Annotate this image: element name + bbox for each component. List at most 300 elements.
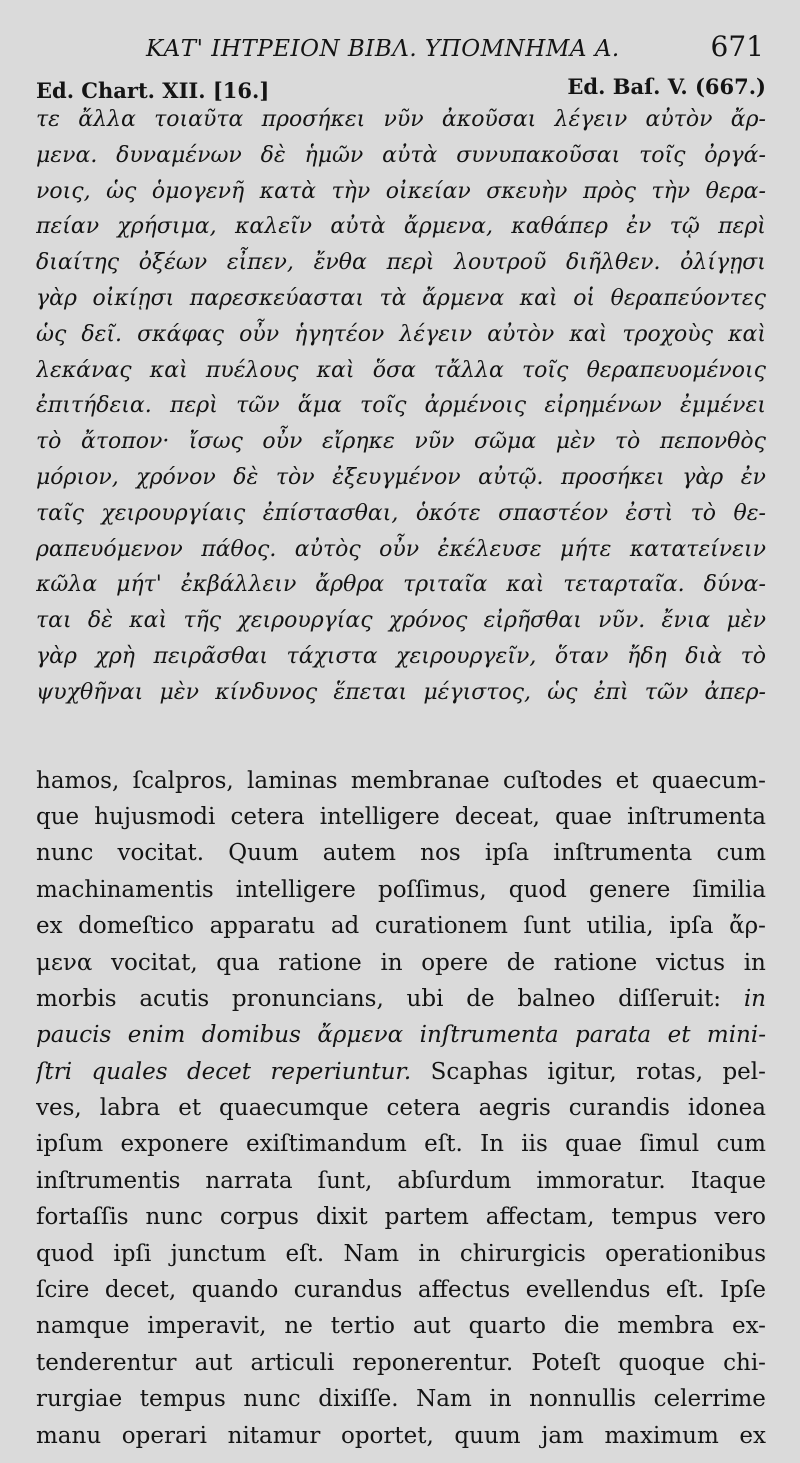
- greek-word: θερα-: [705, 178, 766, 204]
- latin-word: quaecumque: [219, 1095, 369, 1122]
- greek-text-line: [36, 532, 766, 568]
- greek-word: λεκάνας: [36, 357, 132, 383]
- greek-line-words: [36, 603, 766, 639]
- greek-word: τὸ: [740, 643, 766, 669]
- latin-word: enim: [127, 1022, 186, 1049]
- latin-word: balneo: [517, 985, 596, 1012]
- latin-word: autem: [322, 840, 396, 867]
- latin-word: ipſa: [484, 840, 530, 867]
- latin-word: iis: [521, 1131, 548, 1158]
- greek-word: χρόνος: [388, 608, 468, 634]
- latin-word: dixiſſe.: [318, 1386, 399, 1413]
- greek-word: λουτροῦ: [454, 250, 547, 276]
- greek-word: χειρουργίαις: [101, 500, 246, 526]
- greek-word: τάχιστα: [286, 643, 378, 669]
- greek-word: θεραπευομένοις: [586, 357, 766, 383]
- greek-word: καὶ: [519, 285, 558, 311]
- latin-word: membranae: [350, 767, 490, 794]
- greek-word: ἔνια: [661, 608, 711, 634]
- greek-line-words: [36, 567, 766, 603]
- greek-word: ἐπιτήδεια.: [36, 393, 152, 419]
- latin-word: immoratur.: [536, 1167, 666, 1194]
- greek-word: τὴν: [331, 178, 371, 204]
- latin-word: membra: [617, 1313, 715, 1340]
- latin-word: morbis: [36, 985, 117, 1012]
- latin-word: qua: [216, 949, 260, 976]
- greek-word: τῶν: [644, 679, 689, 705]
- greek-word: ἅμα: [297, 393, 342, 419]
- greek-word: ταῖς: [36, 500, 84, 526]
- greek-line-words: [36, 102, 766, 138]
- greek-line-words: [36, 209, 766, 245]
- greek-word: κατὰ: [259, 178, 316, 204]
- greek-line-words: [36, 496, 766, 532]
- latin-word: labra: [99, 1095, 161, 1122]
- greek-word: ὁμογενῆ: [151, 178, 245, 204]
- greek-word: παρεσκεύασται: [189, 285, 364, 311]
- greek-word: ὀργά-: [704, 142, 766, 168]
- greek-word: μήτε: [559, 536, 612, 562]
- latin-word: ne: [284, 1313, 313, 1340]
- latin-text-block: [36, 763, 766, 1454]
- latin-word: inſtrumentis: [36, 1167, 181, 1194]
- greek-word: ραπευόμενον: [36, 536, 183, 562]
- latin-line-words: [36, 1054, 766, 1090]
- latin-word: de: [506, 949, 536, 976]
- latin-word: hujusmodi: [94, 803, 216, 830]
- latin-word: utilia,: [586, 913, 654, 940]
- greek-word: τοιαῦτα: [154, 107, 244, 132]
- greek-word: οὖν: [262, 429, 303, 455]
- greek-word: αὐτὸν: [645, 107, 713, 132]
- latin-word: Itaque: [690, 1167, 766, 1194]
- greek-word: προσήκει: [560, 464, 665, 490]
- greek-line-words: [36, 353, 766, 389]
- greek-word: νῦν.: [598, 608, 646, 634]
- greek-word: ἀπερ-: [704, 679, 766, 705]
- latin-word: domeſtico: [78, 913, 195, 940]
- latin-word: ſcalpros,: [132, 767, 234, 794]
- greek-word: μόριον,: [36, 464, 119, 490]
- latin-text-line: [36, 945, 766, 981]
- greek-word: εἰρημένων: [544, 393, 662, 419]
- greek-word: σπαστέον: [498, 500, 609, 526]
- latin-word: reperiuntur.: [270, 1058, 412, 1085]
- greek-word: πειρᾶσθαι: [153, 643, 268, 669]
- latin-word: oportet,: [340, 1422, 434, 1449]
- latin-word: pel-: [722, 1058, 766, 1085]
- greek-word: ἄρθρα: [315, 572, 385, 598]
- greek-text-line: [36, 209, 766, 245]
- greek-word: εἴρηκε: [321, 429, 395, 455]
- greek-word: ἡμῶν: [304, 142, 364, 168]
- latin-word: cetera: [230, 803, 305, 830]
- greek-word: χειρουργίας: [237, 608, 373, 634]
- greek-word: χειρουργεῖν,: [396, 643, 537, 669]
- latin-word: exiſtimandum: [246, 1131, 407, 1158]
- greek-word: γὰρ: [682, 464, 724, 490]
- latin-line-words: [36, 835, 766, 871]
- latin-word: Quum: [228, 840, 299, 867]
- greek-line-words: [36, 317, 766, 353]
- latin-word: nos: [420, 840, 461, 867]
- latin-word: partem: [384, 1204, 469, 1231]
- latin-word: igitur,: [547, 1058, 617, 1085]
- latin-word: poſſimus,: [377, 876, 487, 903]
- latin-text-line: [36, 1381, 766, 1417]
- greek-word: θε-: [733, 500, 766, 526]
- latin-text-line: [36, 763, 766, 799]
- greek-word: ἐμμένει: [679, 393, 766, 419]
- greek-word: καὶ: [129, 608, 168, 634]
- latin-word: pronuncians,: [231, 985, 384, 1012]
- greek-text-line: [36, 460, 766, 496]
- latin-line-words: [36, 1345, 766, 1381]
- latin-word: affectus: [417, 1277, 511, 1304]
- latin-word: que: [36, 803, 80, 830]
- latin-line-words: [36, 1090, 766, 1126]
- greek-word: καὶ: [506, 572, 545, 598]
- latin-word: ſimul: [639, 1131, 700, 1158]
- latin-word: et: [178, 1095, 202, 1122]
- latin-word: ἄρμενα: [317, 1022, 404, 1049]
- latin-word: inſtrumenta: [419, 1022, 559, 1049]
- latin-word: et: [615, 767, 639, 794]
- latin-word: manu: [36, 1422, 102, 1449]
- greek-word: δὲ: [260, 142, 286, 168]
- greek-word: νῦν: [383, 107, 424, 132]
- latin-word: Scaphas: [430, 1058, 529, 1085]
- greek-word: ἐστὶ: [625, 500, 674, 526]
- latin-word: ſunt: [523, 913, 571, 940]
- greek-word: εἰρῆσθαι: [483, 608, 582, 634]
- greek-word: πεπονθὸς: [659, 429, 766, 455]
- edition-chart-reference: Ed. Chart. XII. [16.]: [36, 78, 270, 103]
- latin-word: vocitat.: [117, 840, 205, 867]
- greek-line-words: [36, 639, 766, 675]
- greek-text-line: [36, 567, 766, 603]
- latin-word: opere: [421, 949, 489, 976]
- latin-word: eſt.: [285, 1240, 325, 1267]
- greek-word: πάθος.: [201, 536, 277, 562]
- greek-word: οὖν: [379, 536, 420, 562]
- latin-word: ad: [330, 913, 360, 940]
- greek-word: ψυχθῆναι: [36, 679, 144, 705]
- greek-word: περὶ: [170, 393, 218, 419]
- greek-word: νοις,: [36, 178, 91, 204]
- greek-word: οἰκείαν: [385, 178, 471, 204]
- greek-word: ἄρμενα,: [403, 214, 493, 240]
- latin-word: victus: [655, 949, 726, 976]
- latin-text-line: [36, 1199, 766, 1235]
- latin-word: reponerentur.: [352, 1349, 514, 1376]
- greek-word: συνυπακοῦσαι: [456, 142, 621, 168]
- latin-word: narrata: [205, 1167, 293, 1194]
- latin-word: laminas: [247, 767, 338, 794]
- greek-word: ἡγητέον: [294, 321, 385, 347]
- greek-word: ἔνθα: [313, 250, 367, 276]
- latin-word: quae: [565, 1131, 622, 1158]
- greek-word: ὅταν: [554, 643, 609, 669]
- latin-line-words: [36, 1272, 766, 1308]
- latin-word: operationibus: [605, 1240, 766, 1267]
- latin-word: nunc: [36, 840, 94, 867]
- greek-word: οἰκίῃσι: [92, 285, 175, 311]
- greek-word: προσήκει: [261, 107, 366, 132]
- greek-word: ἐν: [740, 464, 766, 490]
- greek-word: ἐκέλευσε: [437, 536, 542, 562]
- greek-word: αὐτὰ: [330, 214, 386, 240]
- latin-word: ſcire: [36, 1277, 90, 1304]
- greek-word: ἄτοπον·: [81, 429, 170, 455]
- latin-word: aut: [412, 1313, 451, 1340]
- latin-word: quando: [191, 1277, 279, 1304]
- greek-word: ὡς: [547, 679, 578, 705]
- latin-word: tempus: [611, 1204, 698, 1231]
- greek-word: γὰρ: [36, 643, 77, 669]
- greek-word: ὀλίγῃσι: [680, 250, 766, 276]
- latin-line-words: [36, 945, 766, 981]
- greek-word: ἀκοῦσαι: [441, 107, 537, 132]
- greek-word: λέγειν: [554, 107, 628, 132]
- latin-word: dixit: [315, 1204, 368, 1231]
- greek-text-line: [36, 174, 766, 210]
- latin-word: diſſeruit:: [618, 985, 722, 1012]
- latin-text-line: [36, 1418, 766, 1454]
- greek-word: ἴσως: [188, 429, 243, 455]
- latin-word: In: [480, 1131, 504, 1158]
- greek-word: εἶπεν,: [226, 250, 294, 276]
- greek-word: ἐπίστασθαι,: [262, 500, 399, 526]
- latin-line-words: [36, 1308, 766, 1344]
- latin-word: cuſtodes: [502, 767, 603, 794]
- greek-word: ἐξευγμένον: [332, 464, 461, 490]
- latin-text-line: [36, 1090, 766, 1126]
- latin-word: quales: [91, 1058, 168, 1085]
- latin-word: celerrime: [653, 1386, 766, 1413]
- greek-line-words: [36, 138, 766, 174]
- latin-text-line: [36, 1272, 766, 1308]
- greek-word: καὶ: [316, 357, 355, 383]
- latin-text-line: [36, 1345, 766, 1381]
- greek-word: κίνδυνος: [215, 679, 318, 705]
- latin-word: machinamentis: [36, 876, 214, 903]
- greek-word: γὰρ: [36, 285, 77, 311]
- page-number: 671: [710, 30, 764, 63]
- latin-word: jam: [541, 1422, 584, 1449]
- latin-word: curandus: [293, 1277, 403, 1304]
- latin-word: paucis: [36, 1022, 112, 1049]
- greek-word: καὶ: [569, 321, 608, 347]
- running-title: ΚΑΤ' ΙΗΤΡΕΙΟΝ ΒΙΒΛ. ΥΠΟΜΝΗΜΑ Α.: [146, 36, 620, 62]
- latin-word: Ipſe: [720, 1277, 766, 1304]
- latin-word: tenderentur: [36, 1349, 177, 1376]
- greek-word: ἕπεται: [333, 679, 408, 705]
- greek-word: ἐπὶ: [593, 679, 629, 705]
- latin-word: nitamur: [227, 1422, 321, 1449]
- greek-word: λέγειν: [399, 321, 473, 347]
- greek-line-words: [36, 460, 766, 496]
- latin-word: intelligere: [319, 803, 440, 830]
- greek-text-line: [36, 102, 766, 138]
- latin-word: fortaſſis: [36, 1204, 129, 1231]
- greek-word: αὐτὸν: [487, 321, 555, 347]
- greek-line-words: [36, 281, 766, 317]
- greek-word: τοῖς: [522, 357, 569, 383]
- greek-word: ἐν: [626, 214, 652, 240]
- greek-word: καὶ: [149, 357, 188, 383]
- latin-text-line: [36, 981, 766, 1017]
- latin-word: vocitat,: [111, 949, 198, 976]
- latin-word: junctum: [170, 1240, 267, 1267]
- latin-word: in: [489, 1386, 512, 1413]
- greek-word: περὶ: [718, 214, 766, 240]
- greek-word: τῶν: [236, 393, 280, 419]
- latin-word: cum: [716, 840, 766, 867]
- greek-word: τοῖς: [360, 393, 407, 419]
- latin-line-words: [36, 1236, 766, 1272]
- latin-word: ipſi: [113, 1240, 152, 1267]
- latin-word: intelligere: [235, 876, 356, 903]
- greek-word: ἀρμένοις: [424, 393, 527, 419]
- greek-word: ὡς: [106, 178, 137, 204]
- latin-word: nunc: [145, 1204, 203, 1231]
- latin-word: de: [466, 985, 495, 1012]
- latin-word: deceat,: [454, 803, 540, 830]
- greek-text-line: [36, 353, 766, 389]
- greek-word: μέγιστος,: [423, 679, 531, 705]
- latin-word: curationem: [374, 913, 508, 940]
- latin-word: corpus: [219, 1204, 299, 1231]
- greek-word: δυναμένων: [116, 142, 242, 168]
- greek-word: ἤδη: [627, 643, 667, 669]
- greek-word: αὐτὰ: [382, 142, 438, 168]
- latin-word: namque: [36, 1313, 130, 1340]
- latin-word: cum: [716, 1131, 766, 1158]
- greek-word: τἄλλα: [434, 357, 504, 383]
- latin-word: ubi: [406, 985, 444, 1012]
- greek-word: μενα.: [36, 142, 98, 168]
- greek-word: τὴν: [651, 178, 691, 204]
- latin-word: imperavit,: [147, 1313, 267, 1340]
- greek-word: ἐκβάλλειν: [180, 572, 297, 598]
- greek-word: ὅσα: [372, 357, 416, 383]
- latin-word: in: [743, 949, 766, 976]
- latin-word: ſimilia: [692, 876, 766, 903]
- latin-word: eſt.: [424, 1131, 463, 1158]
- greek-line-words: [36, 424, 766, 460]
- greek-word: χρήσιμα,: [117, 214, 217, 240]
- latin-line-words: [36, 1381, 766, 1417]
- greek-word: θεραπεύοντες: [610, 285, 766, 311]
- latin-text-line: [36, 835, 766, 871]
- latin-line-words: [36, 1126, 766, 1162]
- greek-word: μήτ': [116, 572, 162, 598]
- latin-word: Poteſt: [531, 1349, 601, 1376]
- greek-word: σκευὴν: [486, 178, 568, 204]
- greek-word: πυέλους: [205, 357, 299, 383]
- greek-word: ἄρμενα: [422, 285, 505, 311]
- greek-word: σκάφας: [137, 321, 225, 347]
- greek-word: καὶ: [728, 321, 766, 347]
- latin-word: quae: [555, 803, 612, 830]
- latin-word: ratione: [278, 949, 362, 976]
- greek-word: ἄλλα: [78, 107, 136, 132]
- latin-word: aut: [194, 1349, 233, 1376]
- latin-word: Nam: [416, 1386, 472, 1413]
- latin-word: eſt.: [665, 1277, 705, 1304]
- latin-word: ex: [36, 913, 63, 940]
- greek-word: αὐτῷ.: [478, 464, 544, 490]
- latin-word: ἄρ-: [729, 913, 766, 940]
- latin-word: ves,: [36, 1095, 82, 1122]
- greek-word: τὸν: [275, 464, 315, 490]
- latin-word: Nam: [343, 1240, 400, 1267]
- greek-line-words: [36, 532, 766, 568]
- greek-text-line: [36, 496, 766, 532]
- greek-word: ἄρ-: [730, 107, 766, 132]
- greek-word: περὶ: [386, 250, 435, 276]
- latin-word: parata: [575, 1022, 652, 1049]
- latin-word: domibus: [201, 1022, 301, 1049]
- latin-line-words: [36, 1199, 766, 1235]
- greek-word: τῆς: [183, 608, 222, 634]
- greek-word: καθάπερ: [511, 214, 608, 240]
- latin-line-words: [36, 908, 766, 944]
- latin-word: quod: [36, 1240, 95, 1267]
- latin-word: aegris: [478, 1095, 551, 1122]
- greek-word: νῦν: [414, 429, 455, 455]
- greek-word: δύνα-: [703, 572, 766, 598]
- greek-text-line: [36, 639, 766, 675]
- greek-word: δεῖ.: [81, 321, 123, 347]
- latin-word: acutis: [139, 985, 210, 1012]
- latin-word: quaecum-: [651, 767, 766, 794]
- greek-line-words: [36, 174, 766, 210]
- greek-word: τεταρταῖα.: [563, 572, 685, 598]
- latin-text-line: [36, 799, 766, 835]
- latin-word: ipſa: [669, 913, 714, 940]
- latin-text-line: [36, 908, 766, 944]
- latin-word: nunc: [243, 1386, 301, 1413]
- latin-word: curandis: [568, 1095, 670, 1122]
- latin-text-line: [36, 1126, 766, 1162]
- greek-word: αὐτὸς: [294, 536, 361, 562]
- greek-word: σῶμα: [474, 429, 537, 455]
- latin-text-line: [36, 1017, 766, 1053]
- greek-text-line: [36, 317, 766, 353]
- latin-text-line: [36, 1054, 766, 1090]
- latin-word: rurgiae: [36, 1386, 123, 1413]
- latin-word: abſurdum: [397, 1167, 512, 1194]
- greek-word: ται: [36, 608, 72, 634]
- greek-text-line: [36, 424, 766, 460]
- latin-line-words: [36, 1017, 766, 1053]
- latin-word: decet: [186, 1058, 252, 1085]
- latin-word: apparatu: [209, 913, 316, 940]
- greek-word: διὰ: [685, 643, 723, 669]
- greek-word: μὲν: [555, 429, 596, 455]
- latin-line-words: [36, 1163, 766, 1199]
- greek-word: τὸ: [690, 500, 717, 526]
- latin-word: ſunt,: [317, 1167, 373, 1194]
- latin-word: rotas,: [636, 1058, 704, 1085]
- latin-text-line: [36, 1236, 766, 1272]
- greek-word: τὰ: [379, 285, 407, 311]
- latin-word: ratione: [553, 949, 638, 976]
- latin-word: idonea: [687, 1095, 766, 1122]
- latin-word: mini-: [706, 1022, 766, 1049]
